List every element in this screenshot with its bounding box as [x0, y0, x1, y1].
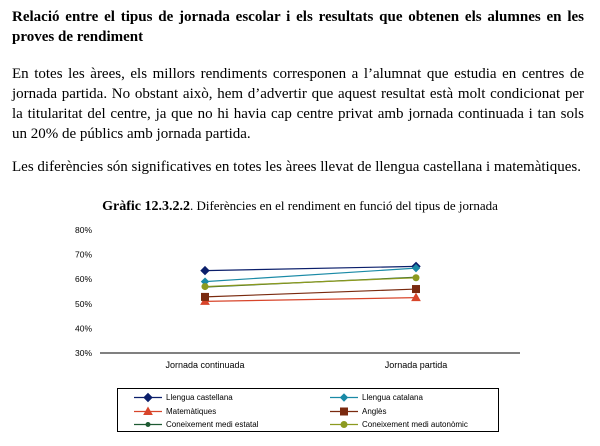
legend-marker [340, 408, 348, 416]
x-tick-label: Jornada continuada [165, 360, 245, 370]
y-tick-label: 60% [74, 274, 92, 285]
y-tick-label: 70% [74, 249, 92, 260]
data-point [413, 274, 420, 281]
y-tick-label: 50% [74, 298, 92, 309]
series-line [205, 298, 416, 302]
legend-label: Anglès [362, 407, 387, 416]
chart-caption-number: Gràfic 12.3.2.2 [102, 199, 190, 214]
legend-marker [341, 421, 348, 428]
chart-caption [0, 197, 600, 216]
legend-label: Matemàtiques [166, 407, 217, 416]
legend-marker [144, 394, 152, 402]
legend-swatch [132, 391, 164, 404]
legend-swatch [328, 418, 360, 431]
legend-swatch [328, 391, 360, 404]
chart-caption-text: . Diferències en el rendiment en funció del tipus de jornada [189, 198, 498, 213]
section-heading: Relació entre el tipus de jornada escolar i els resultats que obtenen els alumnes en les proves de rendiment [12, 9, 584, 45]
y-tick-label: 30% [74, 348, 92, 358]
legend-swatch [328, 405, 360, 418]
legend-swatch [132, 418, 164, 431]
data-point [412, 285, 420, 293]
paragraph-2: Les diferències són significatives en totes les àrees llevat de llengua castellana i matemàtiques. [12, 159, 581, 175]
data-point [201, 267, 209, 275]
chart [0, 216, 600, 388]
legend-label: Llengua castellana [166, 393, 233, 402]
legend-label: Llengua catalana [362, 393, 423, 402]
x-tick-label: Jornada partida [384, 360, 448, 370]
y-tick-label: 40% [74, 323, 92, 334]
chart-legend [117, 388, 499, 432]
series-line [205, 289, 416, 297]
legend-marker [341, 394, 348, 401]
y-tick-label: 80% [74, 225, 92, 235]
data-point [201, 293, 209, 301]
data-point [202, 283, 209, 290]
legend-marker [146, 422, 151, 427]
legend-label: Coneixement medi autonòmic [362, 420, 468, 429]
legend-label: Coneixement medi estatal [166, 420, 259, 429]
legend-swatch [132, 405, 164, 418]
paragraph-1: En totes les àrees, els millors rendiments corresponen a l’alumnat que estudia en centres de jornada partida. No obstant això, hem d’advertir que aquest resultat està molt condicionat per la titularitat del centre, ja que no hi havia cap centre privat amb jornada continuada i tan sols un 20% de públics amb jornada partida. [12, 66, 584, 142]
